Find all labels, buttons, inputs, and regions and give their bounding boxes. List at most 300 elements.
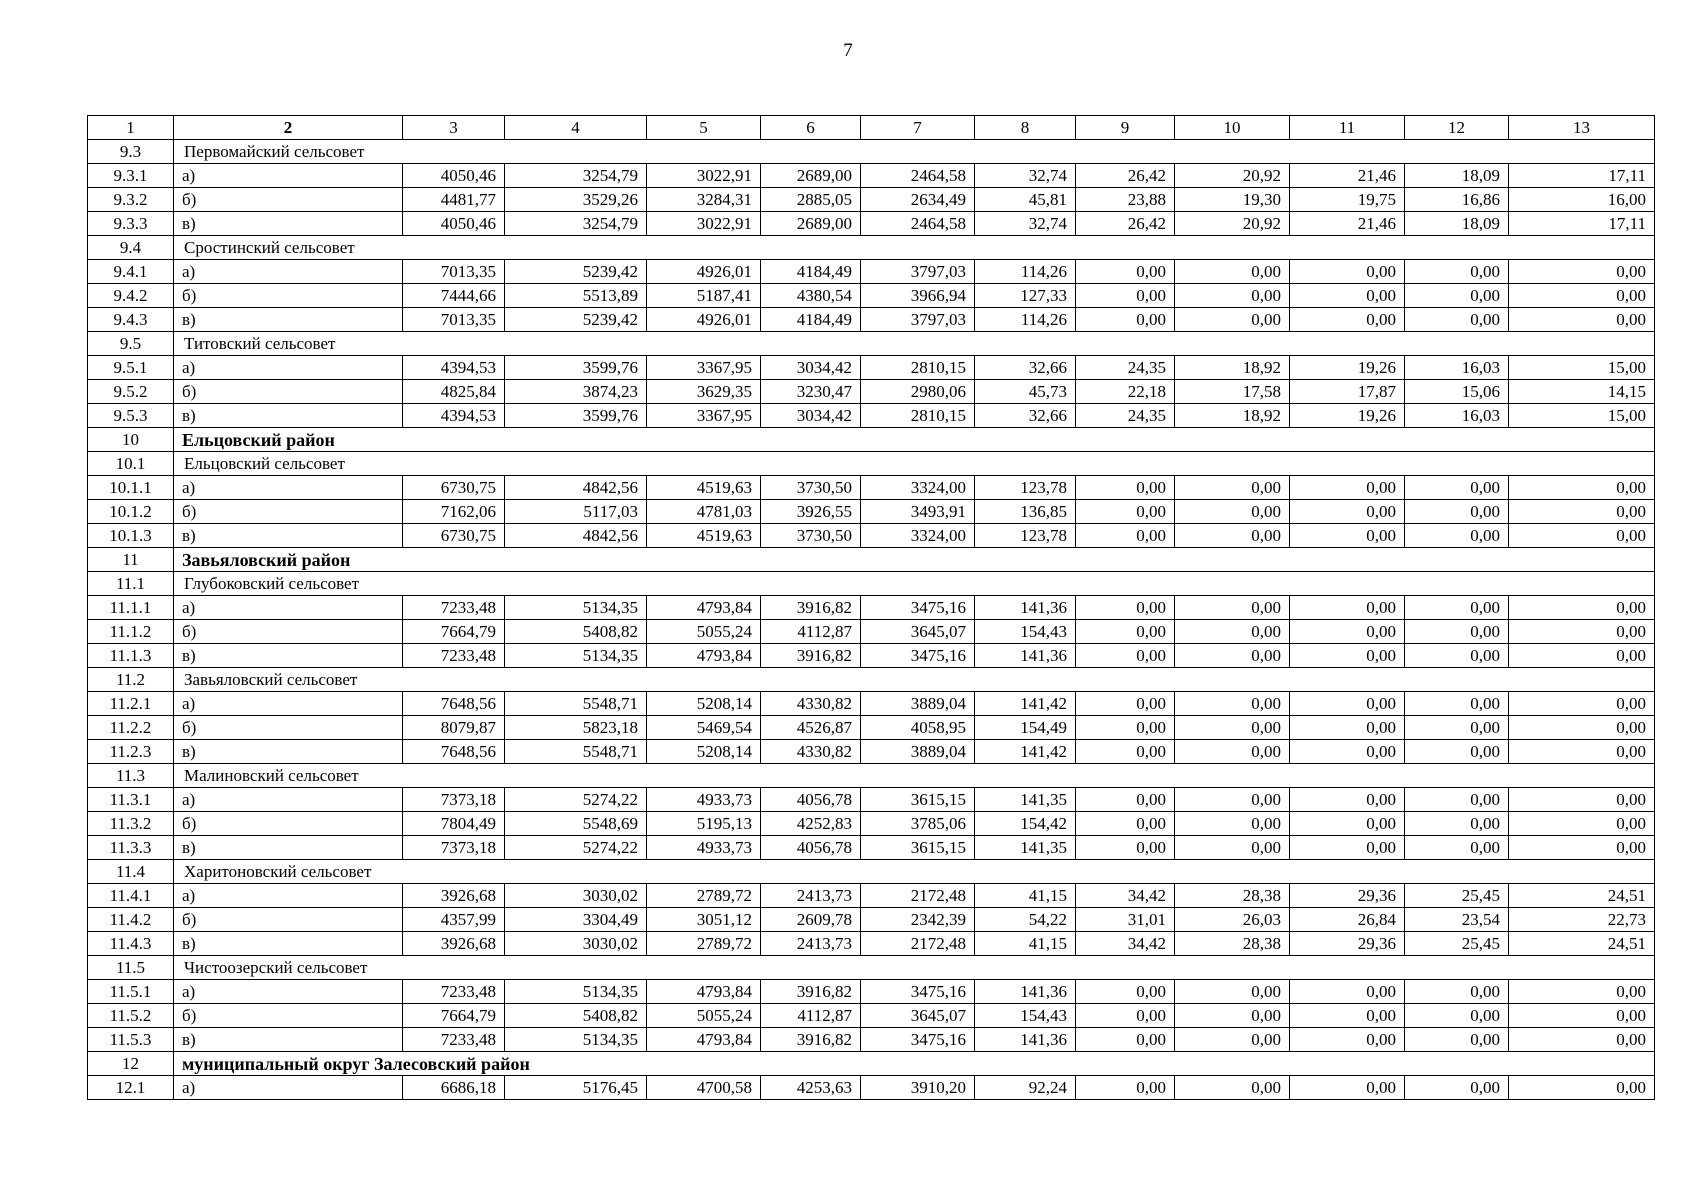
- value-cell: 23,54: [1405, 908, 1509, 932]
- value-cell: 3034,42: [761, 356, 861, 380]
- value-cell: 0,00: [1290, 812, 1405, 836]
- value-cell: 3785,06: [861, 812, 975, 836]
- value-cell: 0,00: [1175, 620, 1290, 644]
- value-cell: 16,86: [1405, 188, 1509, 212]
- value-cell: 3254,79: [505, 164, 647, 188]
- value-cell: 5408,82: [505, 620, 647, 644]
- value-cell: 4394,53: [403, 356, 505, 380]
- row-label: а): [174, 260, 403, 284]
- value-cell: 5187,41: [647, 284, 761, 308]
- value-cell: 0,00: [1405, 1028, 1509, 1052]
- value-cell: 5548,71: [505, 692, 647, 716]
- value-cell: 0,00: [1405, 260, 1509, 284]
- row-code: 11.2.1: [88, 692, 174, 716]
- value-cell: 7013,35: [403, 260, 505, 284]
- value-cell: 31,01: [1076, 908, 1175, 932]
- value-cell: 5176,45: [505, 1076, 647, 1100]
- value-cell: 22,18: [1076, 380, 1175, 404]
- section-row: [88, 428, 1655, 452]
- value-cell: 3051,12: [647, 908, 761, 932]
- row-label: в): [174, 308, 403, 332]
- value-cell: 3966,94: [861, 284, 975, 308]
- value-cell: 5408,82: [505, 1004, 647, 1028]
- value-cell: 3730,50: [761, 524, 861, 548]
- row-label: в): [174, 212, 403, 236]
- value-cell: 32,66: [975, 404, 1076, 428]
- value-cell: 0,00: [1175, 692, 1290, 716]
- value-cell: 0,00: [1076, 284, 1175, 308]
- value-cell: 114,26: [975, 308, 1076, 332]
- value-cell: 4252,83: [761, 812, 861, 836]
- value-cell: 3367,95: [647, 356, 761, 380]
- row-label: а): [174, 884, 403, 908]
- row-label: б): [174, 716, 403, 740]
- table-row: [88, 380, 1655, 404]
- header-cell: 5: [647, 116, 761, 140]
- value-cell: 3324,00: [861, 524, 975, 548]
- table-row: [88, 404, 1655, 428]
- value-cell: 0,00: [1175, 260, 1290, 284]
- value-cell: 0,00: [1175, 284, 1290, 308]
- value-cell: 3889,04: [861, 740, 975, 764]
- value-cell: 4330,82: [761, 692, 861, 716]
- value-cell: 5548,69: [505, 812, 647, 836]
- value-cell: 0,00: [1175, 836, 1290, 860]
- value-cell: 2789,72: [647, 884, 761, 908]
- value-cell: 0,00: [1509, 836, 1655, 860]
- row-code: 11: [88, 548, 174, 572]
- value-cell: 114,26: [975, 260, 1076, 284]
- value-cell: 0,00: [1076, 1076, 1175, 1100]
- header-cell: 3: [403, 116, 505, 140]
- value-cell: 4842,56: [505, 524, 647, 548]
- value-cell: 20,92: [1175, 164, 1290, 188]
- value-cell: 34,42: [1076, 932, 1175, 956]
- value-cell: 6686,18: [403, 1076, 505, 1100]
- value-cell: 3254,79: [505, 212, 647, 236]
- value-cell: 2810,15: [861, 404, 975, 428]
- header-cell: 9: [1076, 116, 1175, 140]
- value-cell: 0,00: [1405, 980, 1509, 1004]
- value-cell: 3916,82: [761, 644, 861, 668]
- value-cell: 4058,95: [861, 716, 975, 740]
- value-cell: 45,73: [975, 380, 1076, 404]
- table-row: [88, 932, 1655, 956]
- group-row: [88, 668, 1655, 692]
- settlement-name: Харитоновский сельсовет: [174, 860, 1655, 884]
- header-row: [88, 116, 1655, 140]
- row-label: а): [174, 692, 403, 716]
- row-code: 11.1.1: [88, 596, 174, 620]
- table-row: [88, 884, 1655, 908]
- table-row: [88, 1028, 1655, 1052]
- value-cell: 92,24: [975, 1076, 1076, 1100]
- value-cell: 0,00: [1509, 812, 1655, 836]
- value-cell: 0,00: [1509, 1028, 1655, 1052]
- value-cell: 0,00: [1405, 1076, 1509, 1100]
- value-cell: 0,00: [1290, 716, 1405, 740]
- value-cell: 0,00: [1405, 596, 1509, 620]
- row-code: 11.4: [88, 860, 174, 884]
- value-cell: 3797,03: [861, 308, 975, 332]
- value-cell: 4825,84: [403, 380, 505, 404]
- value-cell: 7013,35: [403, 308, 505, 332]
- value-cell: 5134,35: [505, 596, 647, 620]
- value-cell: 4793,84: [647, 1028, 761, 1052]
- value-cell: 0,00: [1076, 620, 1175, 644]
- table-row: [88, 500, 1655, 524]
- value-cell: 0,00: [1509, 596, 1655, 620]
- value-cell: 7373,18: [403, 788, 505, 812]
- value-cell: 3797,03: [861, 260, 975, 284]
- value-cell: 0,00: [1290, 596, 1405, 620]
- row-code: 9.5.2: [88, 380, 174, 404]
- row-code: 11.2: [88, 668, 174, 692]
- table-row: [88, 356, 1655, 380]
- value-cell: 3926,68: [403, 932, 505, 956]
- value-cell: 24,35: [1076, 356, 1175, 380]
- value-cell: 0,00: [1405, 308, 1509, 332]
- value-cell: 0,00: [1076, 260, 1175, 284]
- value-cell: 4253,63: [761, 1076, 861, 1100]
- value-cell: 3230,47: [761, 380, 861, 404]
- tariff-table: [87, 115, 1655, 1100]
- value-cell: 0,00: [1290, 836, 1405, 860]
- value-cell: 18,92: [1175, 356, 1290, 380]
- value-cell: 0,00: [1405, 476, 1509, 500]
- value-cell: 0,00: [1290, 620, 1405, 644]
- value-cell: 0,00: [1290, 1004, 1405, 1028]
- value-cell: 3645,07: [861, 620, 975, 644]
- value-cell: 0,00: [1175, 716, 1290, 740]
- value-cell: 123,78: [975, 524, 1076, 548]
- value-cell: 0,00: [1290, 1028, 1405, 1052]
- table-row: [88, 620, 1655, 644]
- value-cell: 24,51: [1509, 932, 1655, 956]
- row-label: в): [174, 836, 403, 860]
- value-cell: 3022,91: [647, 164, 761, 188]
- value-cell: 0,00: [1290, 476, 1405, 500]
- value-cell: 28,38: [1175, 884, 1290, 908]
- value-cell: 4394,53: [403, 404, 505, 428]
- table-row: [88, 476, 1655, 500]
- value-cell: 3916,82: [761, 596, 861, 620]
- value-cell: 0,00: [1175, 524, 1290, 548]
- value-cell: 5823,18: [505, 716, 647, 740]
- row-code: 10: [88, 428, 174, 452]
- value-cell: 2413,73: [761, 884, 861, 908]
- value-cell: 0,00: [1405, 692, 1509, 716]
- value-cell: 32,66: [975, 356, 1076, 380]
- value-cell: 41,15: [975, 884, 1076, 908]
- value-cell: 0,00: [1290, 1076, 1405, 1100]
- value-cell: 0,00: [1076, 788, 1175, 812]
- value-cell: 0,00: [1076, 500, 1175, 524]
- value-cell: 7648,56: [403, 692, 505, 716]
- value-cell: 17,87: [1290, 380, 1405, 404]
- group-row: [88, 452, 1655, 476]
- value-cell: 3916,82: [761, 1028, 861, 1052]
- value-cell: 0,00: [1405, 500, 1509, 524]
- value-cell: 7664,79: [403, 620, 505, 644]
- value-cell: 3022,91: [647, 212, 761, 236]
- value-cell: 0,00: [1076, 596, 1175, 620]
- value-cell: 19,26: [1290, 404, 1405, 428]
- value-cell: 3629,35: [647, 380, 761, 404]
- row-code: 11.3.2: [88, 812, 174, 836]
- value-cell: 141,42: [975, 692, 1076, 716]
- header-cell: 6: [761, 116, 861, 140]
- value-cell: 0,00: [1175, 596, 1290, 620]
- row-code: 11.3.1: [88, 788, 174, 812]
- value-cell: 4793,84: [647, 644, 761, 668]
- value-cell: 0,00: [1175, 500, 1290, 524]
- table-row: [88, 212, 1655, 236]
- value-cell: 18,09: [1405, 164, 1509, 188]
- value-cell: 4793,84: [647, 980, 761, 1004]
- table-row: [88, 260, 1655, 284]
- value-cell: 141,42: [975, 740, 1076, 764]
- value-cell: 0,00: [1076, 524, 1175, 548]
- value-cell: 17,11: [1509, 212, 1655, 236]
- value-cell: 2789,72: [647, 932, 761, 956]
- table-row: [88, 1004, 1655, 1028]
- value-cell: 2172,48: [861, 932, 975, 956]
- table-body: [88, 116, 1655, 1100]
- value-cell: 0,00: [1405, 788, 1509, 812]
- row-label: а): [174, 788, 403, 812]
- value-cell: 0,00: [1076, 740, 1175, 764]
- value-cell: 2980,06: [861, 380, 975, 404]
- value-cell: 3030,02: [505, 932, 647, 956]
- value-cell: 0,00: [1290, 284, 1405, 308]
- value-cell: 0,00: [1290, 644, 1405, 668]
- value-cell: 4050,46: [403, 164, 505, 188]
- value-cell: 0,00: [1076, 476, 1175, 500]
- value-cell: 0,00: [1405, 524, 1509, 548]
- value-cell: 7162,06: [403, 500, 505, 524]
- row-code: 9.3.1: [88, 164, 174, 188]
- group-row: [88, 572, 1655, 596]
- value-cell: 5208,14: [647, 740, 761, 764]
- district-name: муниципальный округ Залесовский район: [174, 1052, 1655, 1076]
- header-cell: 11: [1290, 116, 1405, 140]
- row-label: а): [174, 476, 403, 500]
- group-row: [88, 956, 1655, 980]
- value-cell: 154,43: [975, 1004, 1076, 1028]
- value-cell: 3645,07: [861, 1004, 975, 1028]
- row-code: 10.1.3: [88, 524, 174, 548]
- value-cell: 0,00: [1405, 1004, 1509, 1028]
- value-cell: 0,00: [1405, 716, 1509, 740]
- value-cell: 0,00: [1509, 476, 1655, 500]
- value-cell: 3304,49: [505, 908, 647, 932]
- table-row: [88, 284, 1655, 308]
- row-code: 11.3: [88, 764, 174, 788]
- value-cell: 0,00: [1509, 740, 1655, 764]
- settlement-name: Ельцовский сельсовет: [174, 452, 1655, 476]
- row-label: в): [174, 740, 403, 764]
- settlement-name: Завьяловский сельсовет: [174, 668, 1655, 692]
- value-cell: 0,00: [1175, 980, 1290, 1004]
- value-cell: 7664,79: [403, 1004, 505, 1028]
- value-cell: 5239,42: [505, 260, 647, 284]
- value-cell: 3493,91: [861, 500, 975, 524]
- value-cell: 5239,42: [505, 308, 647, 332]
- value-cell: 0,00: [1509, 692, 1655, 716]
- value-cell: 0,00: [1076, 716, 1175, 740]
- header-cell: 4: [505, 116, 647, 140]
- value-cell: 3615,15: [861, 836, 975, 860]
- value-cell: 2609,78: [761, 908, 861, 932]
- value-cell: 0,00: [1175, 1028, 1290, 1052]
- row-code: 11.4.2: [88, 908, 174, 932]
- value-cell: 0,00: [1509, 980, 1655, 1004]
- value-cell: 136,85: [975, 500, 1076, 524]
- value-cell: 5274,22: [505, 836, 647, 860]
- value-cell: 3615,15: [861, 788, 975, 812]
- value-cell: 26,03: [1175, 908, 1290, 932]
- value-cell: 141,36: [975, 1028, 1076, 1052]
- value-cell: 4056,78: [761, 788, 861, 812]
- value-cell: 0,00: [1175, 788, 1290, 812]
- value-cell: 7444,66: [403, 284, 505, 308]
- value-cell: 7373,18: [403, 836, 505, 860]
- value-cell: 41,15: [975, 932, 1076, 956]
- value-cell: 23,88: [1076, 188, 1175, 212]
- value-cell: 154,49: [975, 716, 1076, 740]
- row-code: 10.1.1: [88, 476, 174, 500]
- table-row: [88, 788, 1655, 812]
- value-cell: 5195,13: [647, 812, 761, 836]
- row-code: 9.3.3: [88, 212, 174, 236]
- value-cell: 3284,31: [647, 188, 761, 212]
- value-cell: 17,58: [1175, 380, 1290, 404]
- value-cell: 5469,54: [647, 716, 761, 740]
- value-cell: 0,00: [1076, 812, 1175, 836]
- value-cell: 0,00: [1076, 308, 1175, 332]
- row-code: 11.3.3: [88, 836, 174, 860]
- value-cell: 8079,87: [403, 716, 505, 740]
- header-cell: 13: [1509, 116, 1655, 140]
- value-cell: 2689,00: [761, 164, 861, 188]
- value-cell: 5134,35: [505, 644, 647, 668]
- value-cell: 19,75: [1290, 188, 1405, 212]
- table-row: [88, 1076, 1655, 1100]
- row-code: 11.5.3: [88, 1028, 174, 1052]
- row-label: в): [174, 404, 403, 428]
- row-code: 9.5: [88, 332, 174, 356]
- value-cell: 3475,16: [861, 644, 975, 668]
- value-cell: 7233,48: [403, 644, 505, 668]
- value-cell: 0,00: [1509, 260, 1655, 284]
- value-cell: 0,00: [1175, 308, 1290, 332]
- value-cell: 4112,87: [761, 620, 861, 644]
- value-cell: 0,00: [1175, 644, 1290, 668]
- value-cell: 123,78: [975, 476, 1076, 500]
- value-cell: 0,00: [1175, 812, 1290, 836]
- row-label: а): [174, 164, 403, 188]
- row-code: 11.1: [88, 572, 174, 596]
- row-code: 10.1.2: [88, 500, 174, 524]
- value-cell: 0,00: [1290, 260, 1405, 284]
- row-code: 11.4.1: [88, 884, 174, 908]
- header-cell: 8: [975, 116, 1076, 140]
- page-number: 7: [843, 40, 853, 61]
- value-cell: 3910,20: [861, 1076, 975, 1100]
- value-cell: 141,36: [975, 644, 1076, 668]
- value-cell: 3926,68: [403, 884, 505, 908]
- value-cell: 3926,55: [761, 500, 861, 524]
- value-cell: 4050,46: [403, 212, 505, 236]
- value-cell: 0,00: [1509, 788, 1655, 812]
- value-cell: 0,00: [1290, 980, 1405, 1004]
- row-label: а): [174, 356, 403, 380]
- value-cell: 4842,56: [505, 476, 647, 500]
- table-row: [88, 716, 1655, 740]
- row-label: в): [174, 932, 403, 956]
- value-cell: 4933,73: [647, 788, 761, 812]
- value-cell: 3367,95: [647, 404, 761, 428]
- header-cell: 2: [174, 116, 403, 140]
- value-cell: 24,51: [1509, 884, 1655, 908]
- row-code: 11.2.2: [88, 716, 174, 740]
- value-cell: 0,00: [1076, 1028, 1175, 1052]
- value-cell: 2464,58: [861, 212, 975, 236]
- value-cell: 4926,01: [647, 260, 761, 284]
- district-name: Ельцовский район: [174, 428, 1655, 452]
- value-cell: 14,15: [1509, 380, 1655, 404]
- table-row: [88, 596, 1655, 620]
- row-label: в): [174, 524, 403, 548]
- row-label: б): [174, 188, 403, 212]
- value-cell: 7804,49: [403, 812, 505, 836]
- group-row: [88, 860, 1655, 884]
- value-cell: 2172,48: [861, 884, 975, 908]
- value-cell: 22,73: [1509, 908, 1655, 932]
- value-cell: 154,43: [975, 620, 1076, 644]
- group-row: [88, 764, 1655, 788]
- value-cell: 4330,82: [761, 740, 861, 764]
- value-cell: 0,00: [1076, 836, 1175, 860]
- table-row: [88, 644, 1655, 668]
- value-cell: 54,22: [975, 908, 1076, 932]
- header-cell: 7: [861, 116, 975, 140]
- value-cell: 0,00: [1175, 1004, 1290, 1028]
- value-cell: 18,92: [1175, 404, 1290, 428]
- value-cell: 16,03: [1405, 404, 1509, 428]
- value-cell: 0,00: [1175, 476, 1290, 500]
- row-code: 9.4.2: [88, 284, 174, 308]
- value-cell: 0,00: [1290, 740, 1405, 764]
- value-cell: 7233,48: [403, 1028, 505, 1052]
- value-cell: 5055,24: [647, 1004, 761, 1028]
- header-cell: 12: [1405, 116, 1509, 140]
- header-cell: 1: [88, 116, 174, 140]
- value-cell: 4519,63: [647, 476, 761, 500]
- table-row: [88, 308, 1655, 332]
- table-row: [88, 188, 1655, 212]
- value-cell: 4793,84: [647, 596, 761, 620]
- value-cell: 4481,77: [403, 188, 505, 212]
- value-cell: 28,38: [1175, 932, 1290, 956]
- value-cell: 2634,49: [861, 188, 975, 212]
- settlement-name: Первомайский сельсовет: [174, 140, 1655, 164]
- value-cell: 141,35: [975, 836, 1076, 860]
- value-cell: 3599,76: [505, 404, 647, 428]
- value-cell: 0,00: [1290, 692, 1405, 716]
- value-cell: 0,00: [1076, 644, 1175, 668]
